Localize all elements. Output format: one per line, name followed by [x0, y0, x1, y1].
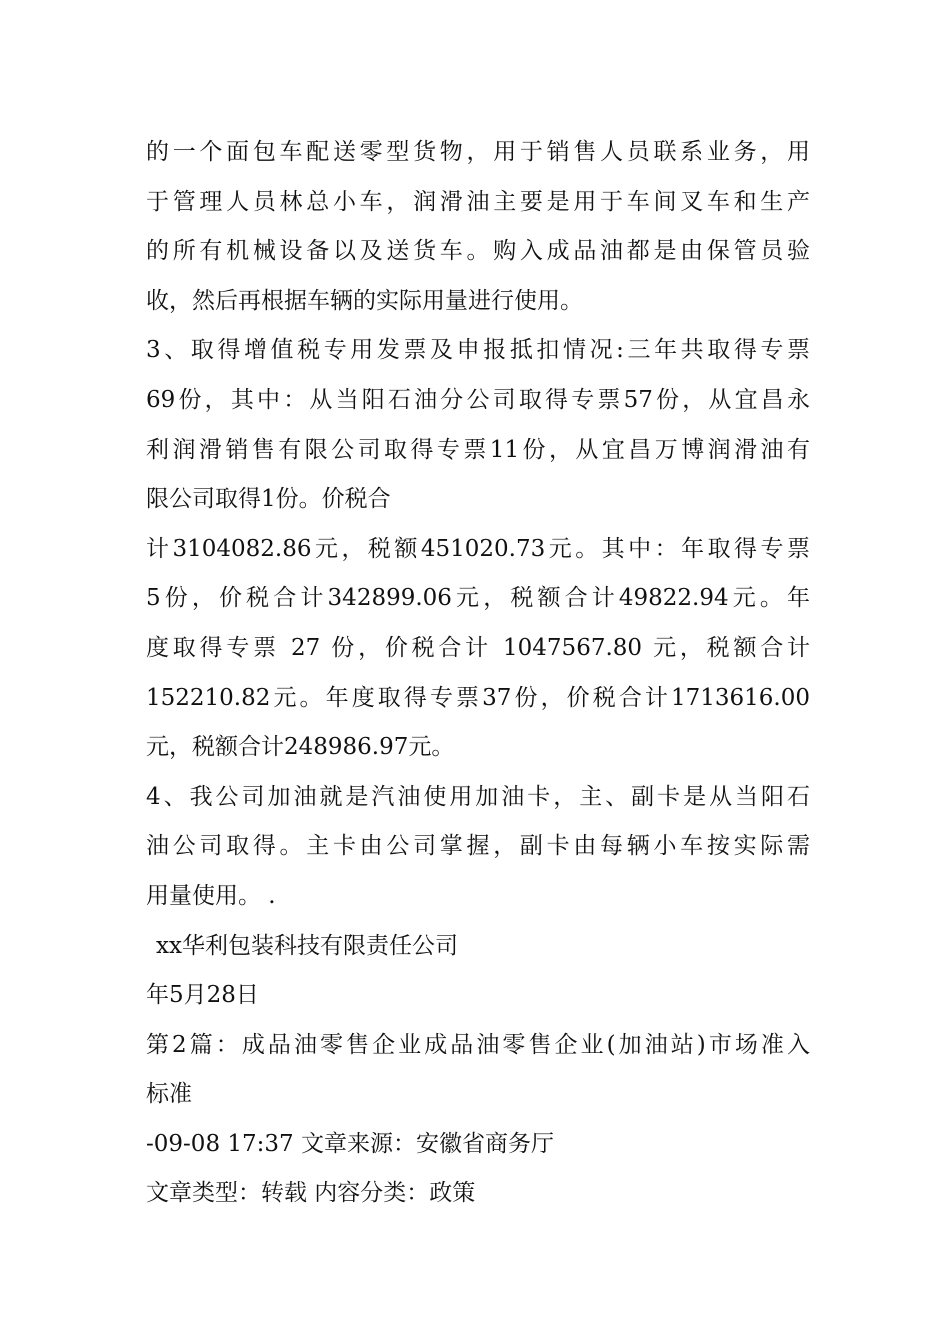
- paragraph-line: 5份，价税合计342899.06元，税额合计49822.94元。年: [146, 585, 810, 612]
- paragraph-line: 的一个面包车配送零型货物，用于销售人员联系业务，用: [146, 139, 810, 165]
- paragraph-line: 收，然后再根据车辆的实际用量进行使用。: [146, 287, 583, 314]
- paragraph-line: 的所有机械设备以及送货车。购入成品油都是由保管员验: [146, 238, 810, 265]
- article-title-continued: 标准: [146, 1081, 192, 1108]
- company-name: xx华利包装科技有限责任公司: [156, 932, 458, 959]
- paragraph-line: 4、我公司加油就是汽油使用加油卡，主、副卡是从当阳石: [146, 783, 810, 810]
- paragraph-line: 69份，其中：从当阳石油分公司取得专票57份，从宜昌永: [146, 386, 810, 413]
- document-body: [146, 128, 810, 1219]
- paragraph-line: 限公司取得1份。价税合: [146, 486, 391, 513]
- paragraph-line: 油公司取得。主卡由公司掌握，副卡由每辆小车按实际需: [146, 833, 810, 860]
- article-meta-type: 文章类型：转载 内容分类：政策: [146, 1180, 476, 1207]
- paragraph-line: 于管理人员林总小车，润滑油主要是用于车间叉车和生产: [146, 188, 810, 215]
- article-meta-source: -09-08 17:37 文章来源：安徽省商务厅: [146, 1130, 554, 1157]
- paragraph-line: 3、取得增值税专用发票及申报抵扣情况:三年共取得专票: [146, 337, 810, 364]
- document-date: 年5月28日: [146, 982, 259, 1009]
- paragraph-line: 用量使用。 .: [146, 882, 276, 909]
- paragraph-line: 计3104082.86元，税额451020.73元。其中：年取得专票: [146, 535, 810, 562]
- paragraph-line: 度取得专票 27 份，价税合计 1047567.80 元，税额合计: [146, 634, 810, 661]
- paragraph-line: 利润滑销售有限公司取得专票11份，从宜昌万博润滑油有: [146, 436, 810, 463]
- paragraph-line: 152210.82元。年度取得专票37份，价税合计1713616.00: [146, 684, 810, 711]
- article-title: 第2篇：成品油零售企业成品油零售企业(加油站)市场准入: [146, 1031, 810, 1058]
- paragraph-line: 元，税额合计248986.97元。: [146, 734, 455, 761]
